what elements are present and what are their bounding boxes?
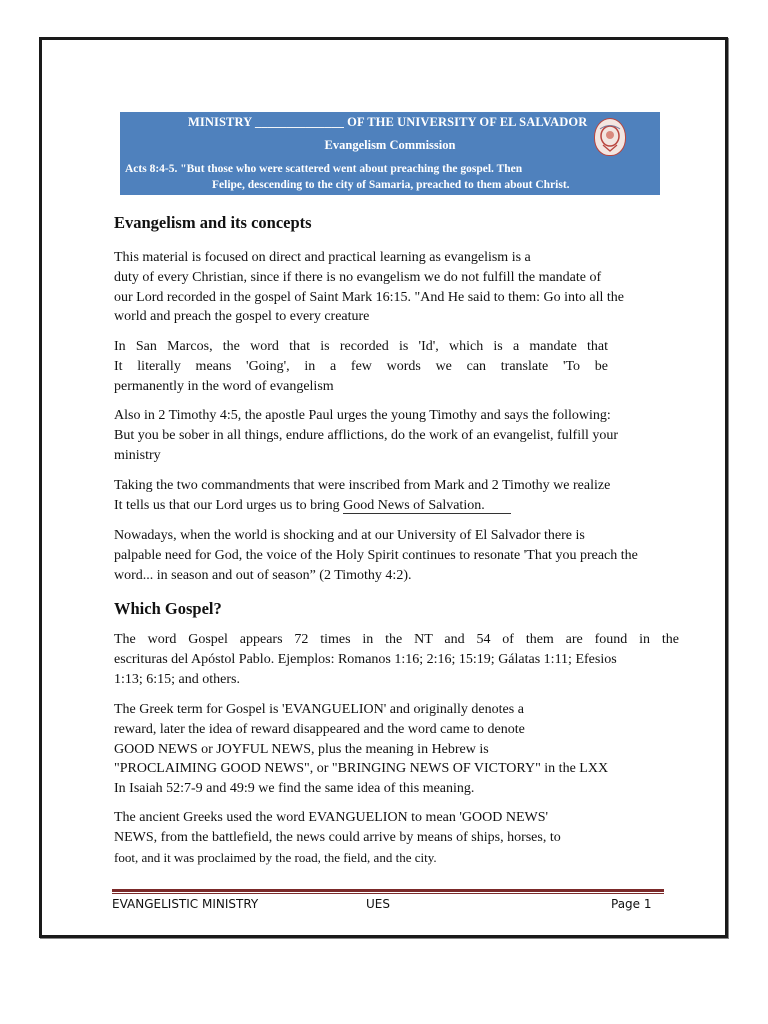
paragraph-timothy — [114, 406, 679, 465]
paragraph-commandments — [114, 476, 679, 516]
paragraph-gospel-count — [114, 630, 679, 689]
text-line: GOOD NEWS or JOYFUL NEWS, plus the meaning in Hebrew is — [114, 741, 489, 757]
text-line: The ancient Greeks used the word EVANGUELION to mean 'GOOD NEWS' — [114, 810, 549, 825]
paragraph-greek-term — [114, 700, 679, 799]
text-line: Taking the two commandments that were inscribed from Mark and 2 Timothy we realize — [114, 478, 611, 493]
paragraph-intro — [114, 248, 679, 327]
paragraph-ancient-greeks — [114, 808, 679, 867]
footer-rule — [112, 889, 664, 892]
text-line: Nowadays, when the world is shocking and at our University of El Salvador there is — [114, 528, 585, 543]
text-line: reward, later the idea of reward disappeared and the word came to denote — [114, 721, 525, 737]
paragraph-nowadays — [114, 526, 679, 585]
text-line: The Greek term for Gospel is 'EVANGUELION' and originally denotes a — [114, 702, 524, 717]
banner-ministry-line: MINISTRY ______________ OF THE UNIVERSITY OF EL SALVADOR — [188, 115, 588, 129]
footer-title: EVANGELISTIC MINISTRY — [112, 897, 259, 911]
heading-evangelism-concepts: Evangelism and its concepts — [114, 213, 312, 232]
text-line — [114, 496, 679, 516]
text-line: In San Marcos, the word that is recorded is 'Id', which is a mandate that — [114, 339, 608, 354]
text-line: world and preach the gospel to every creature — [114, 309, 370, 325]
university-seal-icon — [594, 118, 626, 156]
text-line: Also in 2 Timothy 4:5, the apostle Paul urges the young Timothy and says the following: — [114, 408, 611, 423]
text-line: permanently in the word of evangelism — [114, 378, 334, 394]
text-line: 1:13; 6:15; and others. — [114, 671, 240, 687]
text-line: duty of every Christian, since if there is no evangelism we do not fulfill the mandate of — [114, 269, 602, 285]
text-line: foot, and it was proclaimed by the road, the field, and the city. — [114, 849, 437, 865]
text-line: ministry — [114, 447, 161, 463]
text-line: "PROCLAIMING GOOD NEWS", or "BRINGING NEWS OF VICTORY" in the LXX — [114, 761, 609, 777]
text-line: word... in season and out of season” (2 Timothy 4:2). — [114, 567, 412, 583]
text-line: It literally means 'Going', in a few words we can translate 'To be — [114, 358, 608, 374]
banner-verse-line2: Felipe, descending to the city of Samaria, preached to them about Christ. — [212, 179, 570, 191]
text-line: In Isaiah 52:7-9 and 49:9 we find the same idea of this meaning. — [114, 781, 475, 797]
banner-commission: Evangelism Commission — [324, 138, 456, 152]
heading-which-gospel: Which Gospel? — [114, 599, 222, 618]
footer-page-number: Page 1 — [611, 897, 652, 911]
text-line: our Lord recorded in the gospel of Saint Mark 16:15. "And He said to them: Go into all the — [114, 289, 625, 305]
paragraph-san-marcos — [114, 337, 608, 396]
banner-verse-line1: Acts 8:4-5. "But those who were scattered went about preaching the gospel. Then — [125, 163, 523, 175]
good-news-link[interactable]: Good News of Salvation. — [343, 498, 511, 514]
text-line: The word Gospel appears 72 times in the NT and 54 of them are found in the — [114, 632, 679, 647]
header-banner — [120, 112, 660, 195]
footer-center: UES — [366, 897, 390, 911]
text-line: This material is focused on direct and practical learning as evangelism is a — [114, 250, 531, 265]
text-line: NEWS, from the battlefield, the news could arrive by means of ships, horses, to — [114, 829, 561, 845]
text-line: escrituras del Apóstol Pablo. Ejemplos: Romanos 1:16; 2:16; 15:19; Gálatas 1:11; Efesios — [114, 651, 617, 667]
text-fragment: It tells us that our Lord urges us to bring — [114, 497, 344, 513]
text-line: palpable need for God, the voice of the Holy Spirit continues to resonate 'That you preach the — [114, 547, 638, 563]
text-line: But you be sober in all things, endure afflictions, do the work of an evangelist, fulfill your — [114, 427, 619, 443]
footer-rule-thin — [112, 893, 664, 894]
